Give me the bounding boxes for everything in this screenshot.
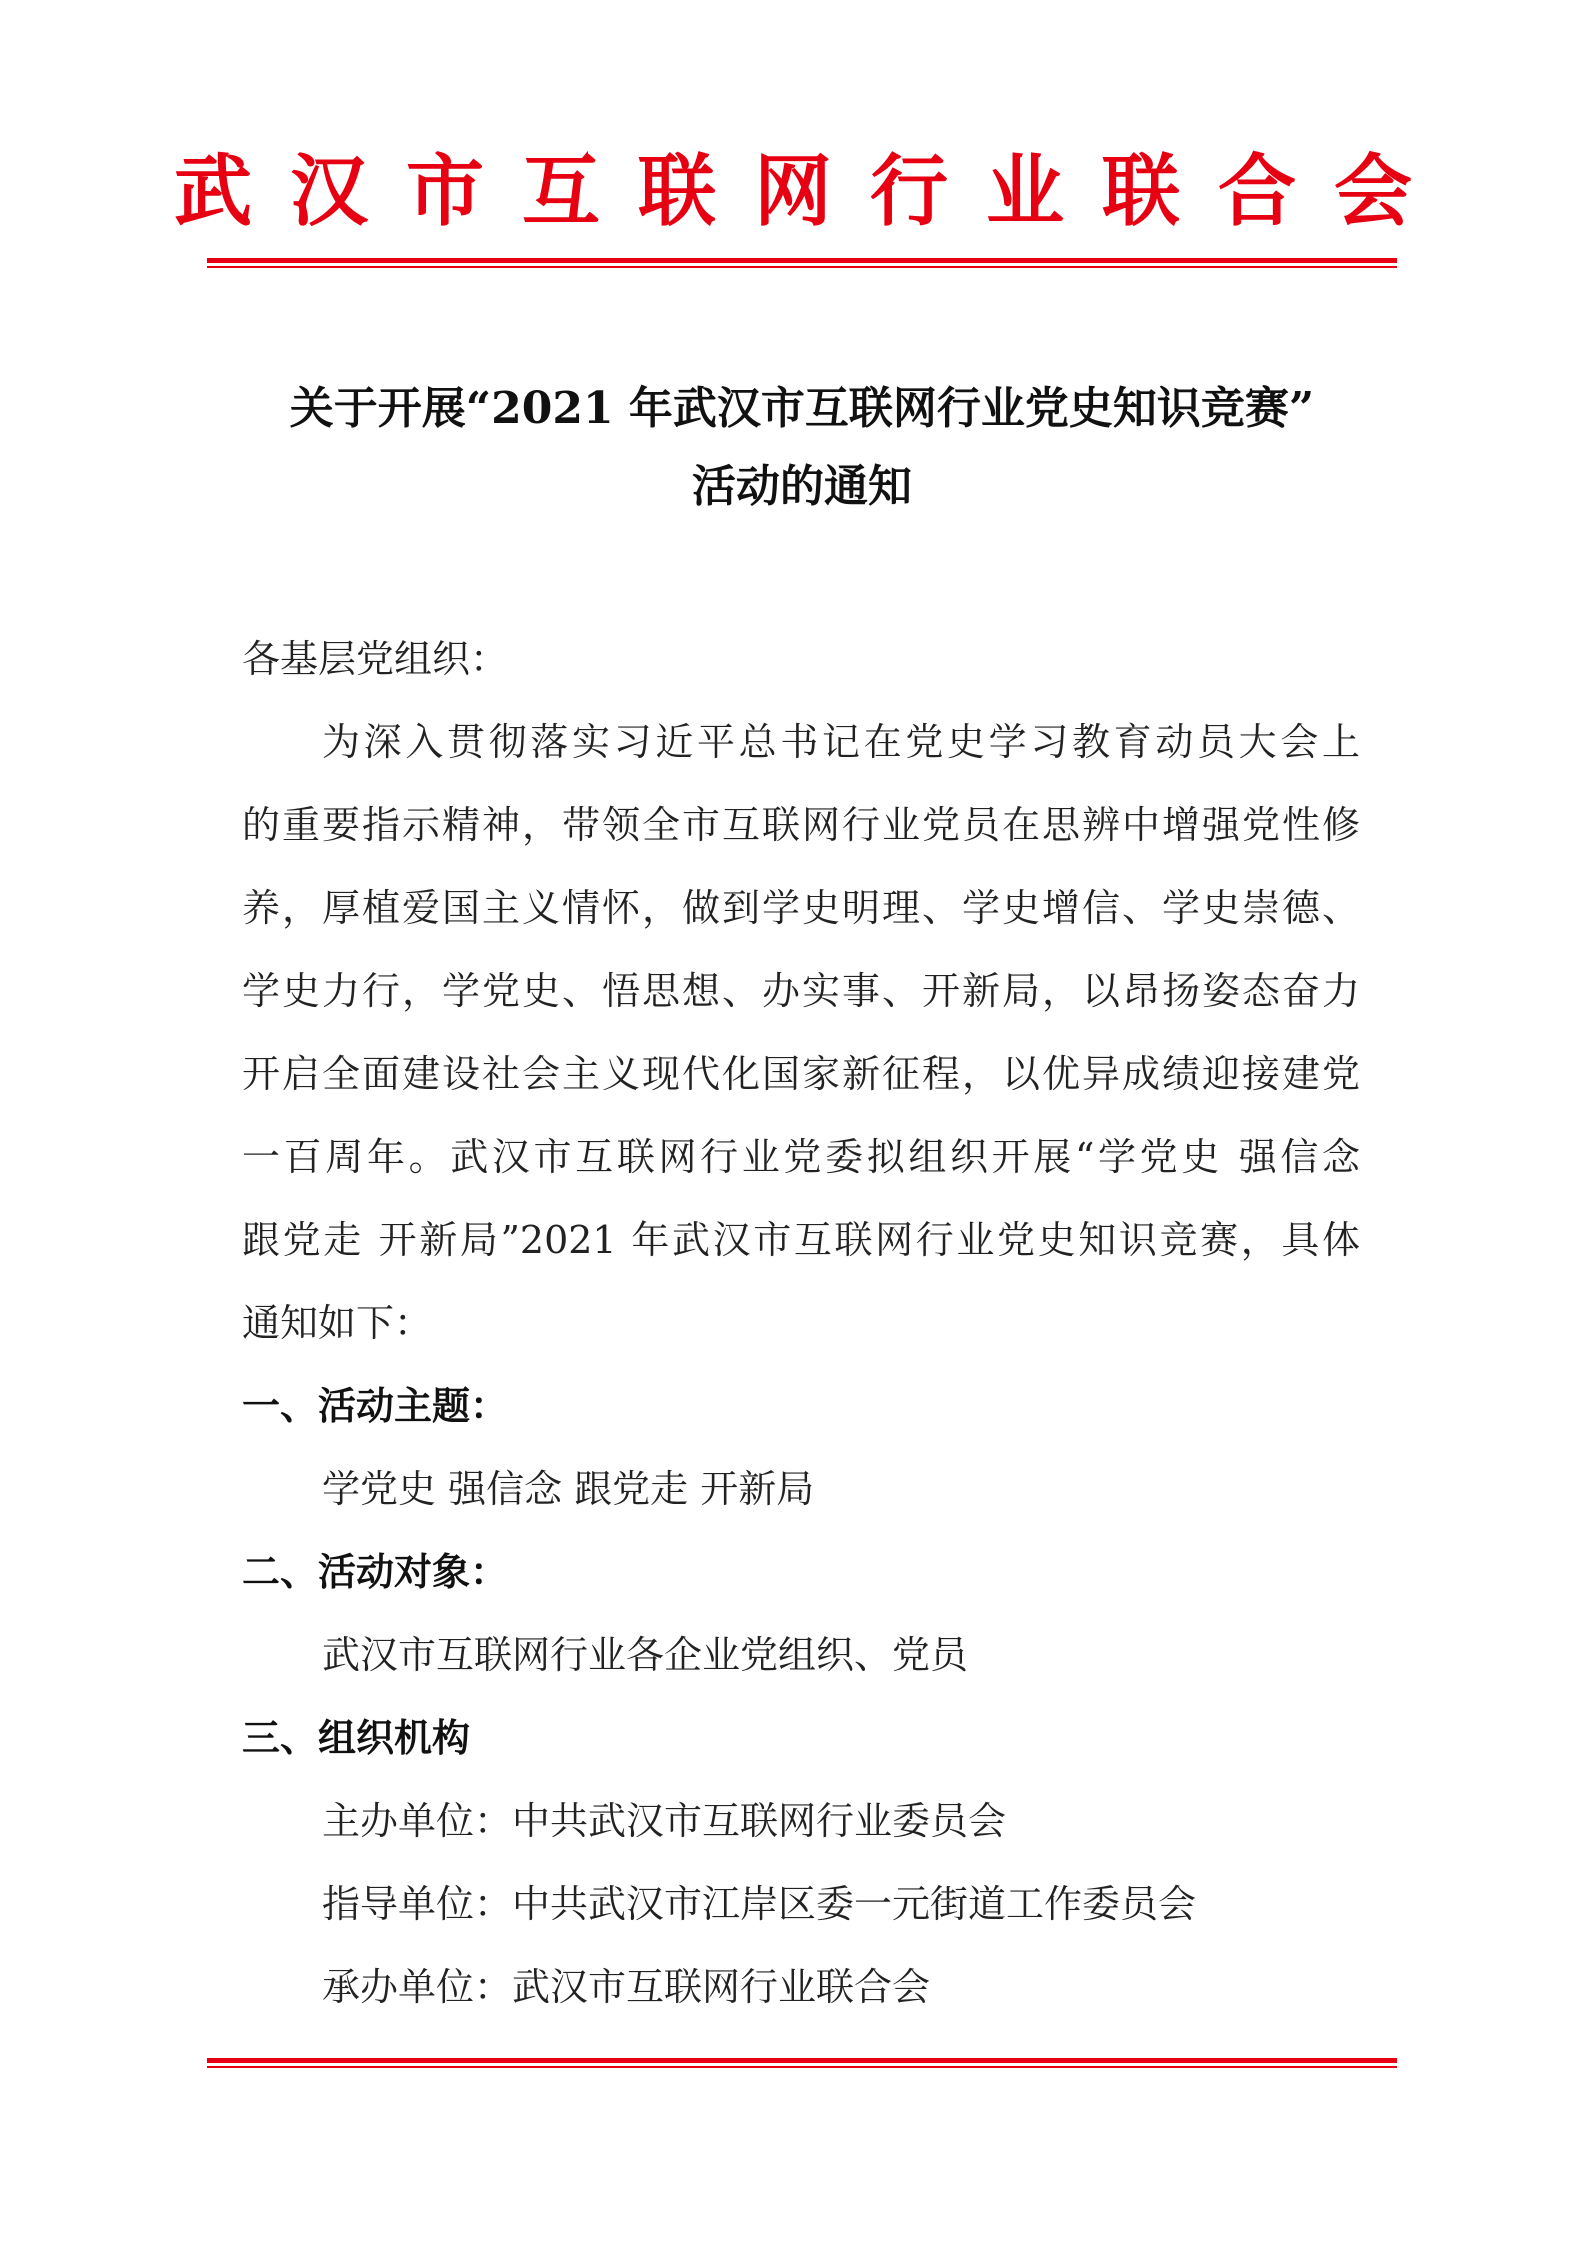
body-line: 为深入贯彻落实习近平总书记在党史学习教育动员大会上 [322, 720, 1360, 764]
document-title-line-2: 活动的通知 [692, 461, 912, 512]
section-item-host: 主办单位：中共武汉市互联网行业委员会 [322, 1799, 1007, 1843]
section-item: 学党史 强信念 跟党走 开新局 [322, 1467, 815, 1511]
footer-divider [207, 2058, 1397, 2068]
letterhead-divider-top [207, 258, 1397, 268]
section-item-organizer: 承办单位：武汉市互联网行业联合会 [322, 1965, 931, 2009]
body-line: 养，厚植爱国主义情怀，做到学史明理、学史增信、学史崇德、 [242, 886, 1360, 930]
document-body [242, 618, 1360, 2029]
section-item: 武汉市互联网行业各企业党组织、党员 [322, 1633, 969, 1677]
section-item-guide: 指导单位：中共武汉市江岸区委一元街道工作委员会 [322, 1882, 1197, 1926]
body-line: 学史力行，学党史、悟思想、办实事、开新局，以昂扬姿态奋力 [242, 969, 1360, 1013]
document-title-line-1: 关于开展“2021 年武汉市互联网行业党史知识竞赛” [289, 383, 1315, 434]
body-line: 开启全面建设社会主义现代化国家新征程，以优异成绩迎接建党 [242, 1052, 1360, 1096]
letterhead-org-name: 武汉市互联网行业联合会 [173, 147, 1450, 237]
body-line: 跟党走 开新局”2021 年武汉市互联网行业党史知识竞赛，具体 [242, 1218, 1360, 1262]
section-heading-theme: 一、活动主题： [242, 1384, 509, 1428]
body-line: 的重要指示精神，带领全市互联网行业党员在思辨中增强党性修 [242, 803, 1360, 847]
document-title [207, 370, 1397, 526]
salutation: 各基层党组织： [242, 637, 509, 681]
body-line: 一百周年。武汉市互联网行业党委拟组织开展“学党史 强信念 [242, 1135, 1360, 1179]
section-heading-audience: 二、活动对象： [242, 1550, 509, 1594]
section-heading-organization: 三、组织机构 [242, 1716, 471, 1760]
body-line: 通知如下： [242, 1301, 433, 1345]
